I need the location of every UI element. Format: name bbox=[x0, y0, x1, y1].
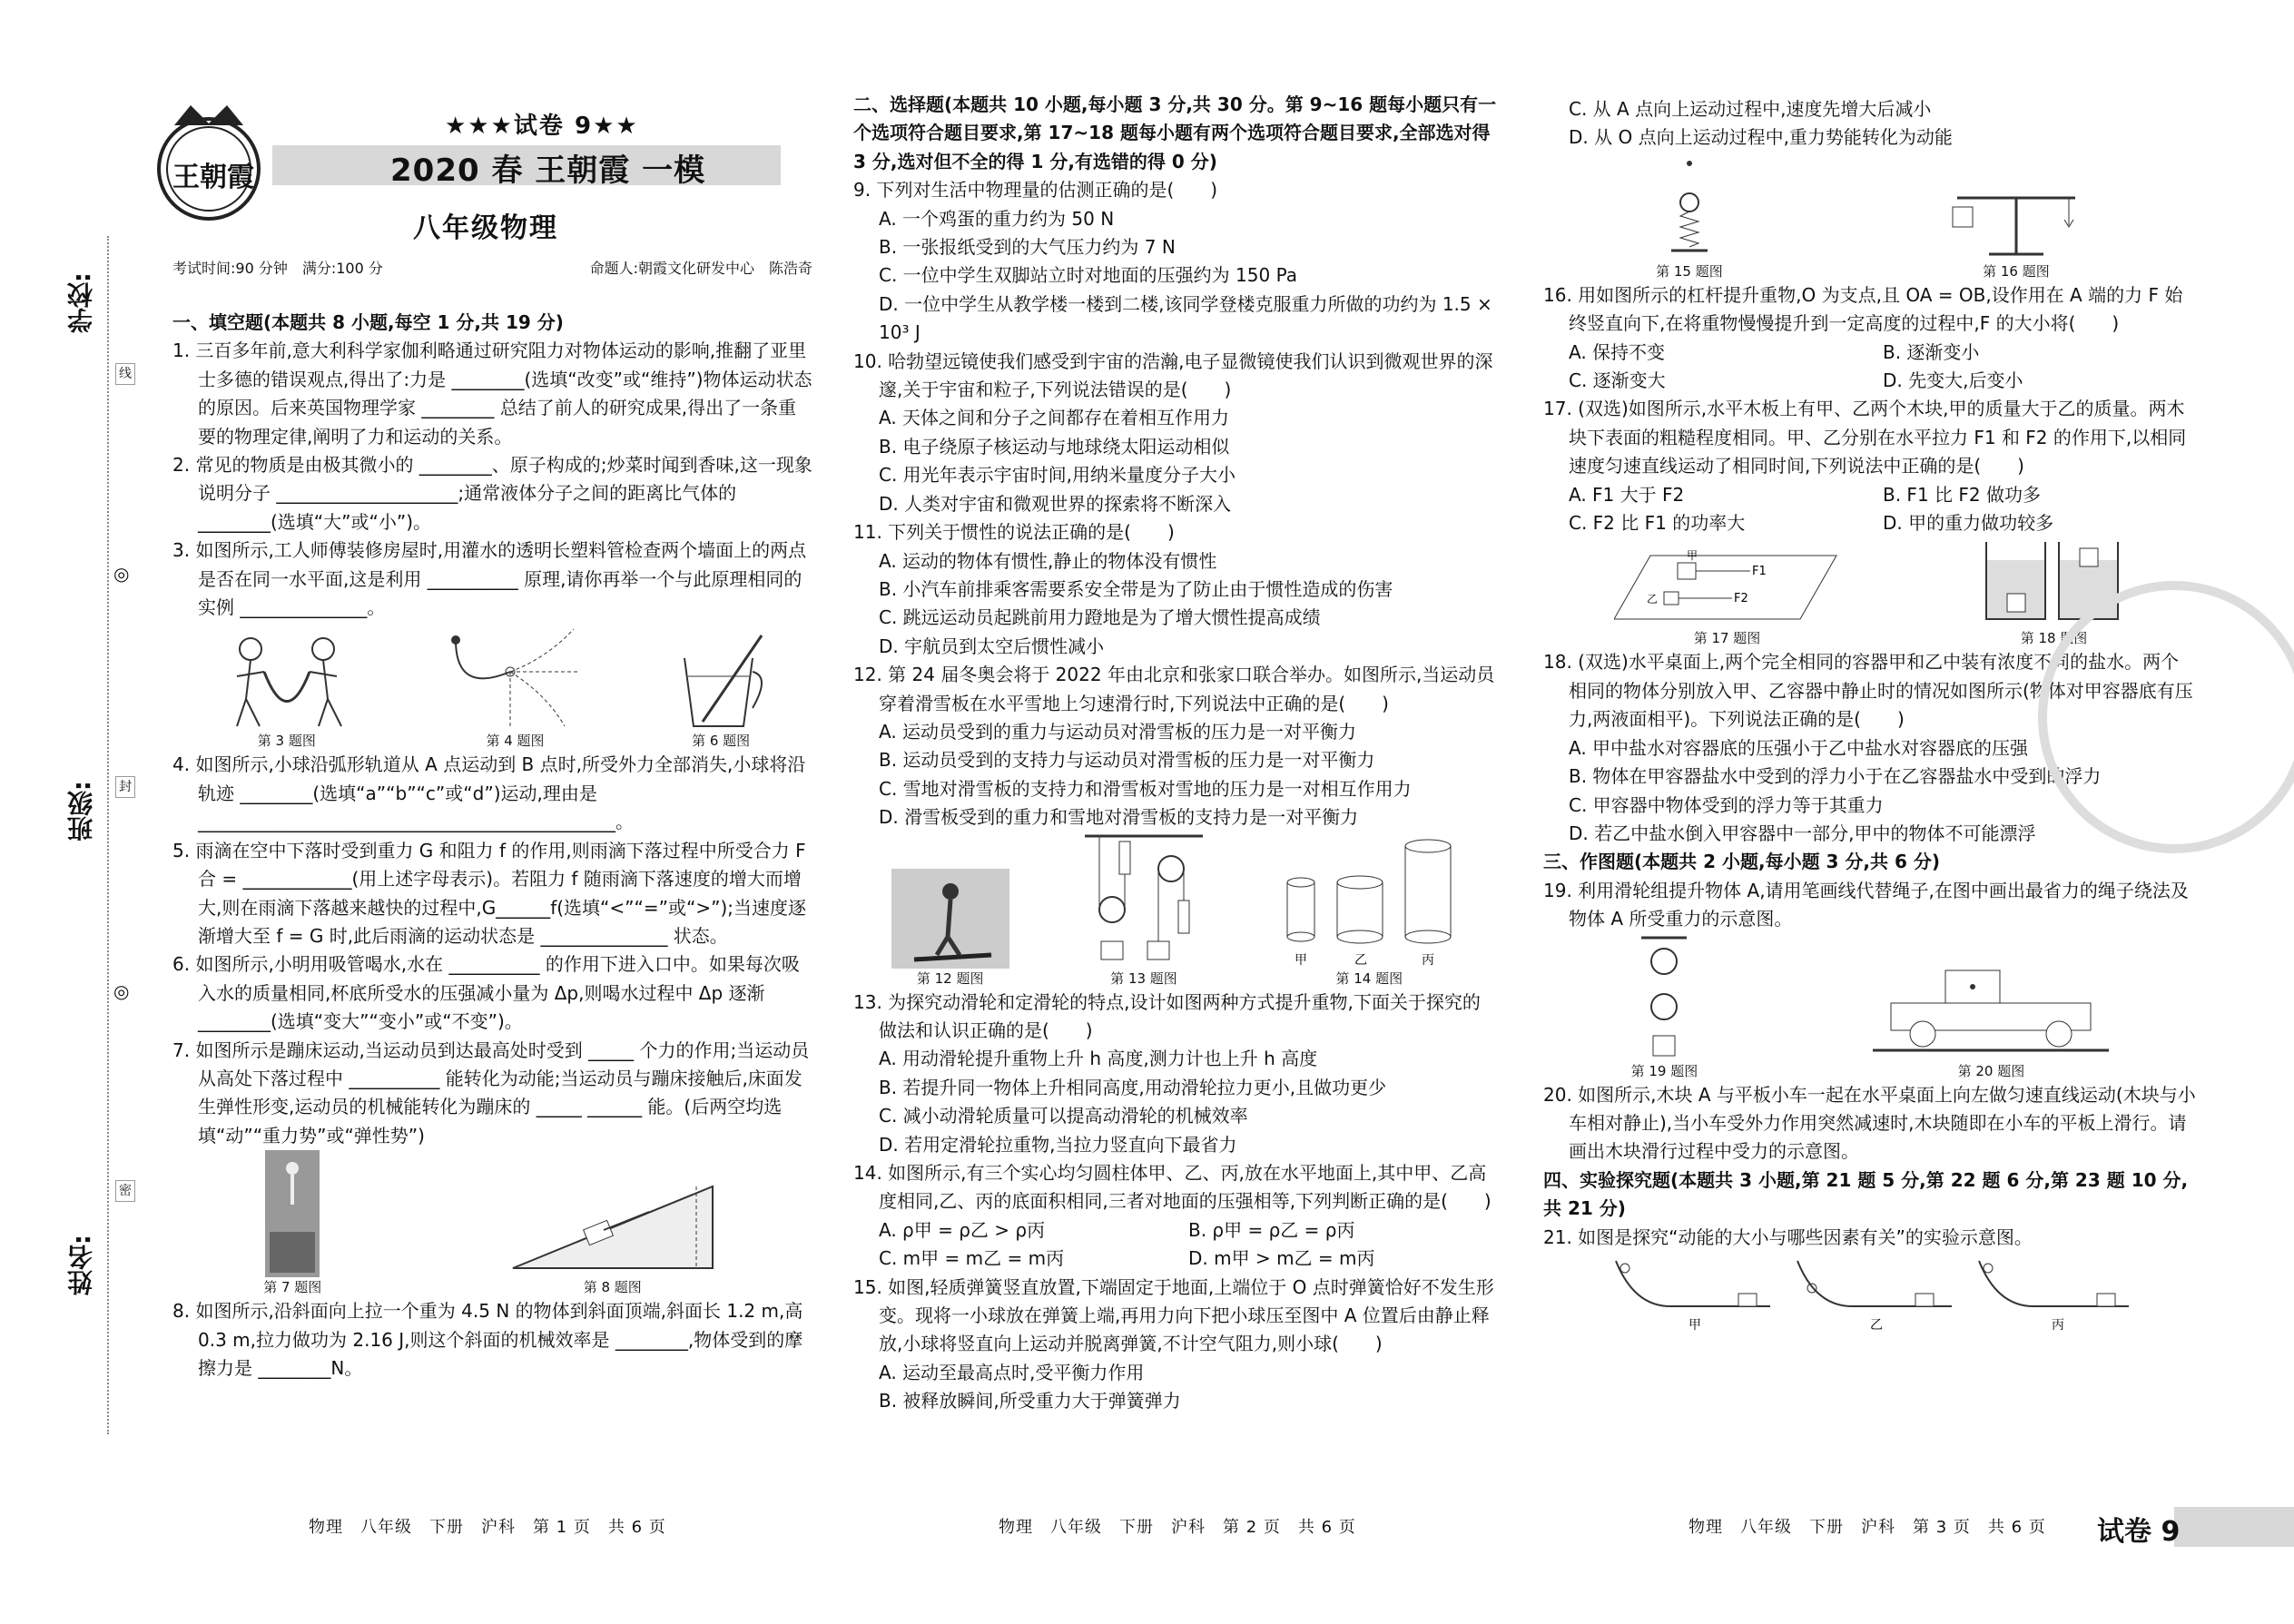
page-footer: 物理 八年级 下册 沪科 第 3 页 共 6 页 bbox=[1689, 1518, 2046, 1537]
cart-diagram bbox=[1873, 952, 2109, 1061]
figure-caption: 第 7 题图 bbox=[263, 1279, 322, 1296]
figure-caption: 第 15 题图 bbox=[1656, 262, 1723, 280]
workers-tube-illustration bbox=[210, 622, 364, 731]
question: 6. 如图所示,小明用吸管喝水,水在 __________ 的作用下进入口中。如果每次吸入水的质量相同,杯底所受水的压强减小量为 Δp,则喝水过程中 Δp 逐渐 ________(选填“变大”“变小”或“不变”)。 bbox=[172, 953, 800, 1033]
q14-options-row bbox=[853, 1245, 1498, 1273]
option: B. F1 比 F2 做功多 bbox=[1883, 483, 2041, 506]
exam-info bbox=[172, 257, 812, 278]
board-blocks-diagram bbox=[1614, 546, 1841, 628]
cup-straw-illustration bbox=[666, 622, 775, 731]
q14-options-row bbox=[853, 1216, 1498, 1245]
option: C. 一位中学生双脚站立时对地面的压强约为 150 Pa bbox=[879, 264, 1297, 287]
option: C. F2 比 F1 的功率大 bbox=[1569, 512, 1746, 535]
figure-caption: 第 12 题图 bbox=[916, 969, 984, 987]
question: 11. 下列关于惯性的说法正确的是( ) bbox=[853, 521, 1175, 544]
option: A. 用动滑轮提升重物上升 h 高度,测力计也上升 h 高度 bbox=[879, 1048, 1318, 1070]
label-jia: 甲 bbox=[1686, 549, 1698, 563]
question: 15. 如图,轻质弹簧竖直放置,下端固定于地面,上端位于 O 点时弹簧恰好不发生形变。现将一小球放在弹簧上端,再用力向下把小球压至图中 A 位置后由静止释放,小球将竖直向上运动并脱离弹簧,不计空气阻力,则小球( ) bbox=[853, 1275, 1494, 1355]
option: A. 甲中盐水对容器底的压强小于乙中盐水对容器底的压强 bbox=[1569, 736, 2029, 759]
option: C. 跳远运动员起跳前用力蹬地是为了增大惯性提高成绩 bbox=[879, 606, 1321, 629]
option: B. 若提升同一物体上升相同高度,用动滑轮拉力更小,且做功更少 bbox=[879, 1076, 1387, 1098]
label-yi: 乙 bbox=[1870, 1317, 1883, 1333]
seal-mark-seal: 封 bbox=[115, 776, 135, 798]
label-yi: 乙 bbox=[1646, 593, 1658, 606]
figure-12 bbox=[891, 869, 1009, 989]
q16-options-row bbox=[1543, 339, 2197, 367]
option: A. 保持不变 bbox=[1569, 340, 1666, 363]
q17-options-row bbox=[1543, 481, 2197, 509]
question: 7. 如图所示是蹦床运动,当运动员到达最高处时受到 _____ 个力的作用;当运动员从高处下落过程中 __________ 能转化为动能;当运动员与蹦床接触后,床面发生弹性形变,运动员的机械能转化为蹦床的 _____ ______ 能。(后两空均选填“动”“重力势”或“弹性势”) bbox=[172, 1038, 810, 1147]
figure-caption: 第 6 题图 bbox=[692, 733, 751, 750]
option: D. m甲 > m乙 = m丙 bbox=[1188, 1247, 1375, 1270]
option: B. 运动员受到的支持力与运动员对滑雪板的压力是一对平衡力 bbox=[879, 749, 1375, 772]
watermark-seal bbox=[2038, 581, 2294, 853]
option: D. 从 O 点向上运动过程中,重力势能转化为动能 bbox=[1569, 126, 1953, 149]
figure-caption: 第 17 题图 bbox=[1693, 630, 1761, 647]
figure-caption: 第 16 题图 bbox=[1983, 262, 2050, 280]
option: D. 一位中学生从教学楼一楼到二楼,该同学登楼克服重力所做的功约为 1.5 × 10³ J bbox=[879, 292, 1492, 344]
figure-caption: 第 4 题图 bbox=[486, 733, 545, 750]
option: D. 宇航员到太空后惯性减小 bbox=[879, 635, 1105, 657]
seal-mark-secret: 密 bbox=[115, 1180, 135, 1202]
option: B. 小汽车前排乘客需要系安全带是为了防止由于惯性造成的伤害 bbox=[879, 577, 1393, 600]
option: A. F1 大于 F2 bbox=[1569, 483, 1685, 506]
option: C. 逐渐变大 bbox=[1569, 369, 1666, 392]
binding-line bbox=[107, 236, 109, 1434]
question: 3. 如图所示,工人师傅装修房屋时,用灌水的透明长塑料管检查两个墙面上的两点是否在同一水平面,这是利用 __________ 原理,请你再举一个与此原理相同的实例 ______________。 bbox=[172, 539, 807, 619]
ramp-ball-diagram bbox=[1607, 1252, 2133, 1334]
lever-diagram bbox=[1948, 171, 2084, 261]
figure-21 bbox=[1607, 1252, 2133, 1334]
exam-tag: 试卷 9 bbox=[2097, 1516, 2181, 1548]
option: B. 被释放瞬间,所受重力大于弹簧弹力 bbox=[879, 1390, 1181, 1412]
option: B. 物体在甲容器盐水中受到的浮力小于在乙容器盐水中受到的浮力 bbox=[1569, 765, 2102, 788]
figure-3 bbox=[210, 622, 364, 751]
pulley-block-diagram bbox=[1637, 934, 1691, 1061]
option: A. 运动员受到的重力与运动员对滑雪板的压力是一对平衡力 bbox=[879, 720, 1357, 743]
label-f1: F1 bbox=[1751, 565, 1767, 579]
spring-diagram bbox=[1658, 153, 1721, 261]
tag-bar bbox=[2174, 1507, 2294, 1547]
page-title: 2020 春 王朝霞 一模 bbox=[390, 153, 706, 189]
arc-track-diagram bbox=[438, 622, 592, 731]
figure-19 bbox=[1631, 934, 1698, 1081]
figure-row bbox=[172, 1150, 812, 1297]
page-column-2 bbox=[853, 91, 1498, 1416]
logo-text: 王朝霞 bbox=[172, 162, 254, 193]
question: 17. (双选)如图所示,水平木板上有甲、乙两个木块,甲的质量大于乙的质量。两木块下表面的粗糙程度相同。甲、乙分别在水平拉力 F1 和 F2 的作用下,以相同速度匀速直线运动了相同时间,下列说法中正确的是( ) bbox=[1543, 398, 2187, 477]
q16-options-row bbox=[1543, 367, 2197, 395]
label-jia: 甲 bbox=[1295, 952, 1308, 968]
question: 12. 第 24 届冬奥会将于 2022 年由北京和张家口联合举办。如图所示,当运动员穿着滑雪板在水平雪地上匀速滑行时,下列说法中正确的是( ) bbox=[853, 664, 1495, 714]
question: 10. 哈勃望远镜使我们感受到宇宙的浩瀚,电子显微镜使我们认识到微观世界的深邃,关于宇宙和粒子,下列说法错误的是( ) bbox=[853, 349, 1493, 401]
figure-13 bbox=[1085, 832, 1203, 989]
school-label: 学校: bbox=[66, 272, 96, 334]
figure-7 bbox=[263, 1150, 321, 1297]
figure-row bbox=[1543, 153, 2197, 281]
name-label: 姓名: bbox=[66, 1235, 96, 1296]
figure-17 bbox=[1614, 546, 1841, 648]
option: D. 若乙中盐水倒入甲容器中一部分,甲中的物体不可能漂浮 bbox=[1569, 822, 2036, 844]
question: 4. 如图所示,小球沿弧形轨道从 A 点运动到 B 点时,所受外力全部消失,小球将沿轨迹 ________(选填“a”“b”“c”或“d”)运动,理由是 ______________________________________________。 bbox=[172, 753, 806, 833]
skier-photo bbox=[891, 869, 1009, 969]
option: C. 雪地对滑雪板的支持力和滑雪板对雪地的压力是一对相互作用力 bbox=[879, 777, 1412, 800]
cylinders-diagram bbox=[1278, 832, 1460, 969]
incline-diagram bbox=[504, 1168, 722, 1277]
option: B. ρ甲 = ρ乙 = ρ丙 bbox=[1188, 1218, 1355, 1241]
figure-16 bbox=[1948, 171, 2084, 281]
seal-mark-line: 线 bbox=[115, 363, 135, 385]
figure-caption: 第 18 题图 bbox=[2020, 630, 2088, 647]
question: 13. 为探究动滑轮和定滑轮的特点,设计如图两种方式提升重物,下面关于探究的做法和认识正确的是( ) bbox=[853, 990, 1481, 1041]
exam-time: 考试时间:90 分钟 满分:100 分 bbox=[172, 260, 383, 277]
question: 21. 如图是探究“动能的大小与哪些因素有关”的实验示意图。 bbox=[1543, 1225, 2033, 1248]
binding-hole-icon: ◎ bbox=[113, 980, 130, 1002]
section-heading: 二、选择题(本题共 10 小题,每小题 3 分,共 30 分。第 9~16 题每小题只有一个选项符合题目要求,第 17~18 题每小题有两个选项符合题目要求,全部选对得 3 分,选对但不全的得 1 分,有选错的得 0 分) bbox=[853, 94, 1497, 172]
figure-row bbox=[1543, 1252, 2197, 1334]
option: C. 减小动滑轮质量可以提高动滑轮的机械效率 bbox=[879, 1105, 1248, 1127]
exam-number: ★★★试卷 9★★ bbox=[445, 113, 639, 140]
figure-caption: 第 13 题图 bbox=[1110, 969, 1177, 987]
option: C. 从 A 点向上运动过程中,速度先增大后减小 bbox=[1569, 98, 1932, 120]
question: 19. 利用滑轮组提升物体 A,请用笔画线代替绳子,在图中画出最省力的绳子绕法及物体 A 所受重力的示意图。 bbox=[1543, 879, 2189, 930]
option: C. 用光年表示宇宙时间,用纳米量度分子大小 bbox=[879, 464, 1236, 487]
option: A. 天体之间和分子之间都存在着相互作用力 bbox=[879, 407, 1230, 429]
question: 20. 如图所示,木块 A 与平板小车一起在水平桌面上向左做匀速直线运动(木块与小车相对静止),当小车受外力作用突然减速时,木块随即在小车的平板上滑行。请画出木块滑行过程中受力的示意图。 bbox=[1543, 1083, 2196, 1163]
question: 2. 常见的物质是由极其微小的 ________、原子构成的;炒菜时闻到香味,这一现象说明分子 ____________________;通常液体分子之间的距离比气体的 ________(选填“大”或“小”)。 bbox=[172, 454, 812, 533]
label-yi: 乙 bbox=[1354, 952, 1368, 968]
option: A. 一个鸡蛋的重力约为 50 N bbox=[879, 207, 1115, 230]
question: 8. 如图所示,沿斜面向上拉一个重为 4.5 N 的物体到斜面顶端,斜面长 1.2 m,高 0.3 m,拉力做功为 2.16 J,则这个斜面的机械效率是 ________,物体受到的摩擦力是 ________N。 bbox=[172, 1300, 803, 1379]
option: C. m甲 = m乙 = m丙 bbox=[879, 1247, 1065, 1270]
class-label: 班级: bbox=[66, 781, 96, 842]
page-column-1 bbox=[172, 309, 812, 1383]
figure-row bbox=[853, 832, 1498, 989]
option: D. 甲的重力做功较多 bbox=[1883, 512, 2054, 535]
figure-caption: 第 19 题图 bbox=[1630, 1062, 1698, 1079]
figure-20 bbox=[1873, 952, 2109, 1081]
pulley-diagram bbox=[1085, 832, 1203, 969]
option: A. 运动的物体有惯性,静止的物体没有惯性 bbox=[879, 549, 1217, 572]
figure-14 bbox=[1278, 832, 1460, 989]
figure-6 bbox=[666, 622, 775, 751]
trampoline-photo bbox=[265, 1150, 320, 1277]
figure-15 bbox=[1656, 153, 1723, 281]
exam-author: 命题人:朝霞文化研发中心 陈浩奇 bbox=[589, 260, 812, 277]
q17-options-row bbox=[1543, 509, 2197, 537]
label-jia: 甲 bbox=[1689, 1317, 1701, 1333]
question: 9. 下列对生活中物理量的估测正确的是( ) bbox=[853, 179, 1218, 202]
option: B. 逐渐变小 bbox=[1883, 340, 1980, 363]
figure-caption: 第 20 题图 bbox=[1957, 1062, 2025, 1079]
section-heading: 三、作图题(本题共 2 小题,每小题 3 分,共 6 分) bbox=[1543, 851, 1941, 873]
question: 16. 用如图所示的杠杆提升重物,O 为支点,且 OA = OB,设作用在 A 端的力 F 始终竖直向下,在将重物慢慢提升到一定高度的过程中,F 的大小将( ) bbox=[1543, 283, 2183, 335]
option: A. ρ甲 = ρ乙 > ρ丙 bbox=[879, 1218, 1046, 1241]
option: B. 电子绕原子核运动与地球绕太阳运动相似 bbox=[879, 435, 1230, 458]
label-f2: F2 bbox=[1733, 592, 1748, 606]
option: D. 先变大,后变小 bbox=[1883, 369, 2023, 392]
option: A. 运动至最高点时,受平衡力作用 bbox=[879, 1361, 1145, 1383]
section-heading: 一、填空题(本题共 8 小题,每空 1 分,共 19 分) bbox=[172, 311, 564, 333]
option: D. 滑雪板受到的重力和雪地对滑雪板的支持力是一对平衡力 bbox=[879, 806, 1359, 829]
label-bing: 丙 bbox=[1422, 952, 1435, 968]
page-subtitle: 八年级物理 bbox=[413, 212, 558, 244]
label-bing: 丙 bbox=[2052, 1317, 2064, 1333]
option: D. 若用定滑轮拉重物,当拉力竖直向下最省力 bbox=[879, 1133, 1237, 1156]
question: 5. 雨滴在空中下落时受到重力 G 和阻力 f 的作用,则雨滴下落过程中所受合力 F合 = ____________(用上述字母表示)。若阻力 f 随雨滴下落速度的增大而增大,则在雨滴下落越来越快的过程中,G______f(选填“<”“=”或“>”);当速度逐渐增大至 f = G 时,此后雨滴的运动状态是 ______________ 状态。 bbox=[172, 839, 807, 947]
figure-caption: 第 8 题图 bbox=[583, 1279, 642, 1296]
figure-row bbox=[1543, 934, 2197, 1081]
section-heading: 四、实验探究题(本题共 3 小题,第 21 题 5 分,第 22 题 6 分,第 23 题 10 分,共 21 分) bbox=[1543, 1168, 2189, 1220]
figure-caption: 第 14 题图 bbox=[1335, 969, 1403, 987]
option: D. 人类对宇宙和微观世界的探索将不断深入 bbox=[879, 492, 1232, 515]
question: 14. 如图所示,有三个实心均匀圆柱体甲、乙、丙,放在水平地面上,其中甲、乙高度相同,乙、丙的底面积相同,三者对地面的压强相等,下列判断正确的是( ) bbox=[853, 1162, 1492, 1213]
option: B. 一张报纸受到的大气压力约为 7 N bbox=[879, 236, 1176, 259]
option: C. 甲容器中物体受到的浮力等于其重力 bbox=[1569, 793, 1884, 816]
figure-caption: 第 3 题图 bbox=[257, 733, 316, 750]
question: 18. (双选)水平桌面上,两个完全相同的容器甲和乙中装有浓度不同的盐水。两个相同的物体分别放入甲、乙容器中静止时的情况如图所示(物体对甲容器底有压力,两液面相平)。下列说法正确的是( ) bbox=[1543, 651, 2193, 731]
page-footer: 物理 八年级 下册 沪科 第 1 页 共 6 页 bbox=[309, 1518, 666, 1537]
question: 1. 三百多年前,意大利科学家伽利略通过研究阻力对物体运动的影响,推翻了亚里士多德的错误观点,得出了:力是 ________(选填“改变”或“维持”)物体运动状态的原因。后来英国物理学家 ________ 总结了前人的研究成果,得出了一条重要的物理定律,阐明了力和运动的关系。 bbox=[172, 340, 812, 448]
figure-row bbox=[172, 622, 812, 751]
figure-8 bbox=[504, 1168, 722, 1297]
binding-hole-icon: ◎ bbox=[113, 563, 130, 585]
figure-4 bbox=[438, 622, 592, 751]
page-footer: 物理 八年级 下册 沪科 第 2 页 共 6 页 bbox=[999, 1518, 1356, 1537]
